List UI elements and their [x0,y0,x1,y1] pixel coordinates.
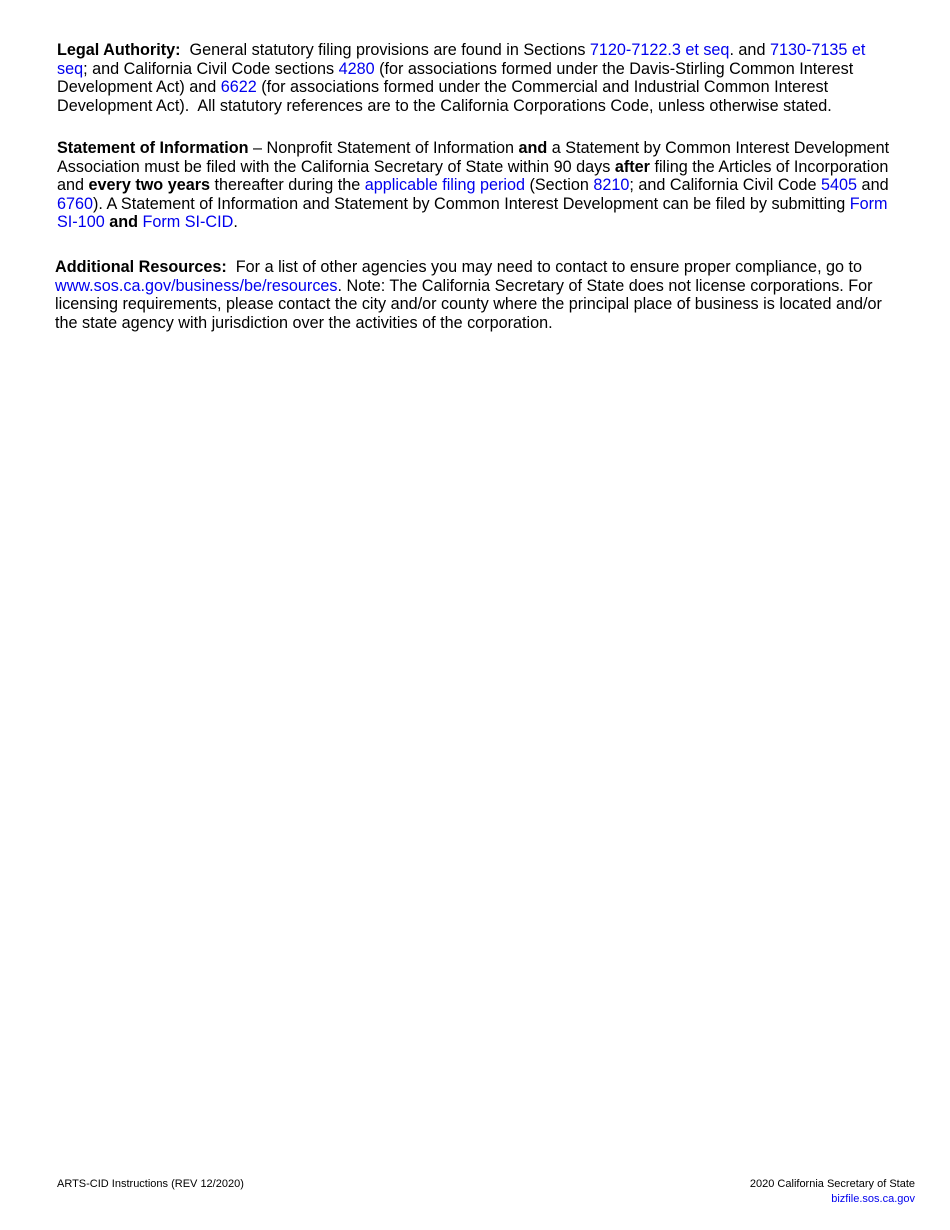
link-civil-code-6622[interactable]: 6622 [220,78,257,97]
statement-text: and [857,176,889,195]
link-civil-code-4280[interactable]: 4280 [338,59,375,78]
legal-authority-paragraph [57,41,892,115]
link-form-si-100[interactable]: Form SI-100 [57,194,888,232]
statement-text: filing the Articles of Incorporation and [57,157,889,195]
legal-text: General statutory filing provisions are found in Sections [180,41,590,59]
additional-resources-paragraph [55,258,900,332]
statement-text: a Statement by Common Interest Development Association must be filed with the California Secretary of State within 90 days [57,139,890,176]
legal-text: ; and California Civil Code sections [83,59,339,78]
statement-of-information-label: Statement of Information [57,139,249,157]
link-bizfile[interactable]: bizfile.sos.ca.gov [831,1193,915,1205]
legal-authority-label: Legal Authority: [57,41,181,59]
footer-right-block [750,1177,915,1207]
link-civil-code-5405[interactable]: 5405 [821,176,858,195]
statement-text: (Section [524,176,594,195]
statement-of-information-paragraph [57,139,909,232]
statement-text: thereafter during the [210,176,365,195]
statement-bold: and [518,139,548,157]
legal-text: (for associations formed under the Davis-Stirling Common Interest Development Act) and [57,59,854,97]
statement-text: ). A Statement of Information and Statement by Common Interest Development can be filed by submitting [93,194,850,213]
link-form-si-cid[interactable]: Form SI-CID [142,213,234,232]
additional-resources-label: Additional Resources: [55,258,227,276]
statement-text: – Nonprofit Statement of Information [248,139,519,157]
link-section-8210[interactable]: 8210 [593,176,630,195]
statement-bold: every two years [88,176,211,195]
statement-text: . [233,213,238,232]
link-sos-resources[interactable]: www.sos.ca.gov/business/be/resources [55,276,338,295]
legal-text: (for associations formed under the Commercial and Industrial Common Interest Development Act). All statutory references are to the California Corporations Code, unless otherwise stated. [57,78,833,115]
additional-text: For a list of other agencies you may need to contact to ensure proper compliance, go to [226,258,867,276]
statement-text: ; and California Civil Code [629,176,822,195]
link-sections-7130[interactable]: 7130-7135 et seq [57,41,866,78]
statement-bold: after [614,157,650,176]
footer-form-revision: ARTS-CID Instructions (REV 12/2020) [57,1178,244,1190]
legal-text: . and [729,41,770,59]
link-sections-7120[interactable]: 7120-7122.3 et seq [589,41,730,59]
footer-copyright: 2020 California Secretary of State [749,1178,915,1190]
link-applicable-filing-period[interactable]: applicable filing period [364,176,525,195]
additional-text: . Note: The California Secretary of State does not license corporations. For licensing requirements, please contact the city and/or county where the principal place of business is located and/or the state agency with jurisdiction over the activities of the corporation. [55,276,882,332]
link-civil-code-6760[interactable]: 6760 [57,194,94,213]
statement-bold: and [109,213,138,232]
